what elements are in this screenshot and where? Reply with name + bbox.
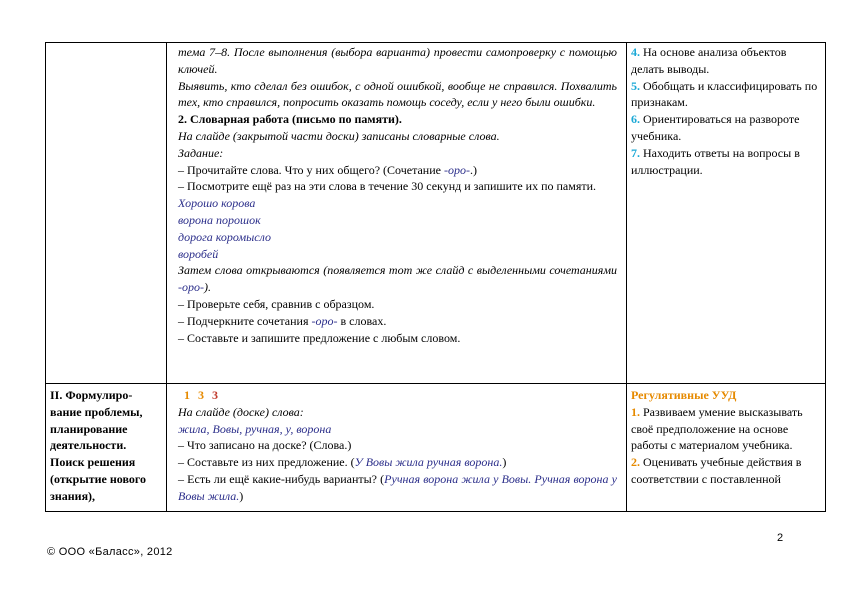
instruction-line: – Проверьте себя, сравнив с образцом. bbox=[178, 296, 375, 311]
slide-numbers: 1 3 3 bbox=[184, 388, 218, 402]
word-line: Хорошо корова bbox=[178, 196, 256, 211]
text-line: тема 7–8. После выполнения (выбора варианта) провести самопроверку с помощью ключей. bbox=[178, 45, 617, 76]
word-line: воробей bbox=[178, 246, 219, 261]
section-heading: 2. Словарная работа (письмо по памяти). bbox=[178, 112, 402, 127]
row2-activity-cell bbox=[172, 386, 623, 505]
word-line: ворона порошок bbox=[178, 212, 261, 227]
copyright-footer: © ООО «Баласс», 2012 bbox=[47, 546, 173, 558]
column-divider bbox=[626, 43, 627, 511]
question-line: – Посмотрите ещё раз на эти слова в течение 30 секунд и запишите их по памяти. bbox=[178, 179, 597, 194]
text-line: На слайде (закрытой части доски) записаны словарные слова. bbox=[178, 128, 500, 143]
question-line: – Прочитайте слова. Что у них общего? (Сочетание -оро-.) bbox=[178, 162, 477, 177]
word-line: дорога коромысло bbox=[178, 229, 271, 244]
word-line: жила, Вовы, ручная, у, ворона bbox=[178, 421, 332, 436]
skill-item: 5. Обобщать и классифицировать по признакам. bbox=[631, 78, 818, 110]
instruction-line: – Составьте и запишите предложение с любым словом. bbox=[178, 330, 461, 345]
question-line: – Что записано на доске? (Слова.) bbox=[178, 438, 352, 453]
task-label: Задание: bbox=[178, 145, 224, 160]
skill-item: 7. Находить ответы на вопросы в иллюстрации. bbox=[631, 145, 800, 177]
row-divider bbox=[46, 383, 825, 384]
uud-heading: Регулятивные УУД bbox=[631, 388, 737, 402]
text-line: Выявить, кто сделал без ошибок, с одной ошибкой, вообще не справился. Похвалить тех, кто справился, попросить оказать помощь соседу, если у него были ошибки. bbox=[178, 78, 617, 110]
column-divider bbox=[166, 43, 167, 511]
text-line: Затем слова открываются (появляется тот же слайд с выделенными сочетаниями -оро-). bbox=[178, 263, 617, 295]
question-line: – Есть ли ещё какие-нибудь варианты? (Ручная ворона жила у Вовы. Ручная ворона у Вовы жила.) bbox=[178, 471, 617, 503]
row2-skills-cell bbox=[628, 386, 825, 488]
skill-item: 2. Оценивать учебные действия в соответствии с поставленной bbox=[631, 455, 802, 486]
skill-item: 6. Ориентироваться на развороте учебника. bbox=[631, 112, 800, 143]
skill-item: 1. Развиваем умение высказывать своё предположение на основе работы с материалом учебника. bbox=[631, 404, 803, 453]
instruction-line: – Подчеркните сочетания -оро- в словах. bbox=[178, 313, 387, 328]
stage-title: II. Формулиро-вание проблемы, планирование деятельности. Поиск решения (открытие нового знания), bbox=[50, 388, 146, 503]
page-number: 2 bbox=[777, 532, 784, 544]
row1-activity-cell bbox=[172, 43, 623, 346]
row2-stage-cell bbox=[47, 386, 165, 505]
lesson-table bbox=[45, 42, 826, 512]
skill-item: 4. На основе анализа объектов делать выводы. bbox=[631, 45, 787, 76]
text-line: На слайде (доске) слова: bbox=[178, 404, 304, 419]
question-line: – Составьте из них предложение. (У Вовы жила ручная ворона.) bbox=[178, 455, 507, 470]
row1-skills-cell bbox=[628, 43, 825, 178]
